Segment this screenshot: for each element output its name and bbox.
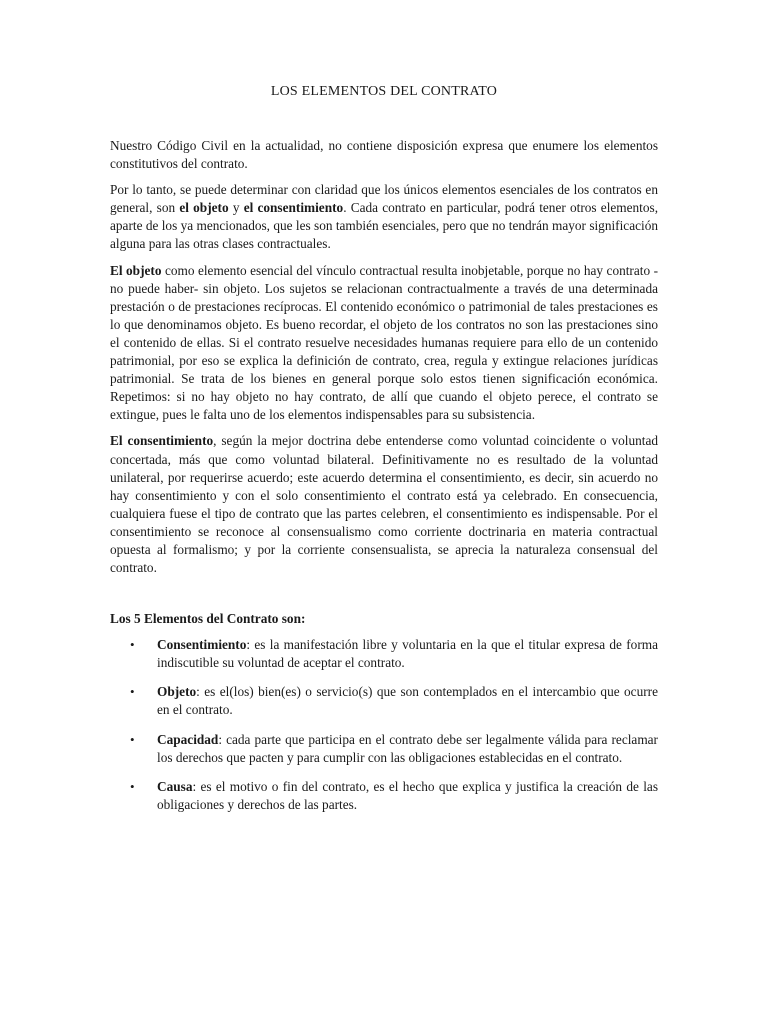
text-run: , según la mejor doctrina debe entenderse como voluntad coincidente o voluntad concertada, más que como voluntad bilateral. Definitivamente no es resultado de la voluntad unilateral, por requerirse acuerdo; este acuerdo determina el consentimiento, es decir, sin acuerdo no hay consentimiento y con el solo consentimiento el contrato está ya celebrado. En consecuencia, cualquiera fuese el tipo de contrato que las partes celebren, el consentimiento es indispensable. Por el consentimiento se reconoce al consensualismo como corriente doctrinaria en materia contractual opuesta al formalismo; y por la corriente consensualista, se aprecia la naturaleza consensual del contrato. xyxy=(110,433,659,576)
text-run: Por lo tanto, se puede determinar con claridad que los únicos elementos esenciales de los contratos en general, son xyxy=(110,182,658,216)
bold-term-objeto: el objeto xyxy=(179,200,229,216)
list-item-term: Consentimiento xyxy=(157,637,247,653)
list-heading: Los 5 Elementos del Contrato son: xyxy=(110,611,306,627)
list-item-text: : es el motivo o fin del contrato, es el hecho que explica y justifica la creación de las obligaciones y derechos de las partes. xyxy=(157,778,658,812)
list-item-text: : es el(los) bien(es) o servicio(s) que son contemplados en el intercambio que ocurre en el contrato. xyxy=(157,684,658,718)
list-item-text: : cada parte que participa en el contrato debe ser legalmente válida para reclamar los derechos que pacten y para cumplir con las obligaciones establecidas en el contrato. xyxy=(157,731,658,765)
paragraph-objeto xyxy=(110,262,658,425)
document-title: LOS ELEMENTOS DEL CONTRATO xyxy=(270,84,498,99)
bold-term-consentimiento: el consentimiento xyxy=(243,200,344,216)
list-item-term: Causa xyxy=(157,778,193,794)
paragraph-consentimiento xyxy=(110,432,658,577)
list-item-objeto xyxy=(110,683,658,719)
list-item-term: Objeto xyxy=(157,684,197,700)
list-item-capacidad xyxy=(110,731,658,767)
spacer xyxy=(110,585,658,611)
bullet-icon: • xyxy=(130,778,135,794)
text-run: como elemento esencial del vínculo contractual resulta inobjetable, porque no hay contrato -no puede haber- sin objeto. Los sujetos se relacionan contractualmente a través de una determinada prestación o de prestaciones recíprocas. El contenido económico o patrimonial de tales prestaciones es lo que denominamos objeto. Es bueno recordar, el objeto de los contratos no son las prestaciones sino el contenido de ellas. Si el contrato resuelve necesidades humanas requiere para ello de un contenido patrimonial, por eso se explica la definición de contrato, crea, regula y extingue relaciones jurídicas patrimonial. Se trata de los bienes en general porque solo estos tienen significación económica. Repetimos: si no hay objeto no hay contrato, de allí que cuando el objeto perece, el contrato se extingue, pues le falta uno de los elementos indispensables para su subsistencia. xyxy=(110,262,658,423)
paragraph-elements-summary xyxy=(110,181,658,253)
list-item-term: Capacidad xyxy=(157,731,219,747)
text-run: . Cada contrato en particular, podrá tener otros elementos, aparte de los ya mencionados, que les son también esenciales, pero que no tendrán mayor significación alguna para las otras clases contractuales. xyxy=(110,200,659,252)
elements-list xyxy=(110,636,658,814)
text-run: y xyxy=(228,200,244,216)
list-item-text: : es la manifestación libre y voluntaria en la que el titular expresa de forma indiscutible su voluntad de aceptar el contrato. xyxy=(157,637,658,671)
bullet-icon: • xyxy=(130,731,135,747)
bullet-icon: • xyxy=(130,684,135,700)
list-item-consentimiento xyxy=(110,636,658,672)
bullet-icon: • xyxy=(130,637,135,653)
bold-term-el-consentimiento: El consentimiento xyxy=(110,433,214,449)
bold-term-el-objeto: El objeto xyxy=(110,262,162,278)
list-item-causa xyxy=(110,778,658,814)
paragraph-intro: Nuestro Código Civil en la actualidad, no contiene disposición expresa que enumere los elementos constitutivos del contrato. xyxy=(110,138,658,172)
